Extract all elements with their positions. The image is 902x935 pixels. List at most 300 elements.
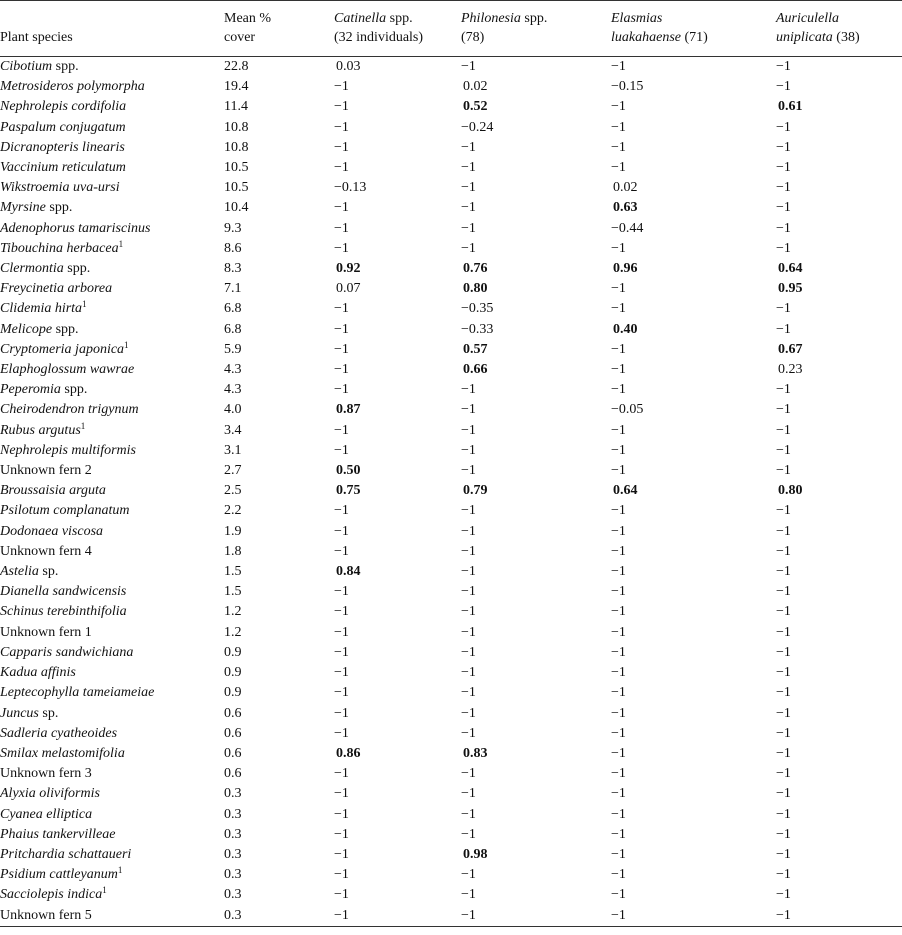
value-cell: −1 (461, 382, 476, 398)
value-cell: 0.03 (336, 59, 361, 74)
value-cell: −1 (776, 745, 791, 761)
table-row (0, 643, 902, 663)
mean-cover-cell: 0.9 (224, 665, 242, 681)
mean-cover-cell: 4.3 (224, 362, 242, 378)
value-cell: 0.57 (463, 341, 488, 357)
value-cell: −1 (334, 826, 349, 842)
value-cell: −1 (461, 644, 476, 660)
value-cell: −1 (334, 119, 349, 135)
value-cell: −1 (611, 382, 626, 398)
table-row (0, 906, 902, 927)
species-cell (0, 602, 224, 622)
mean-cover-cell: 1.5 (224, 564, 242, 580)
species-name: Cyanea elliptica (0, 806, 93, 822)
species-cell (0, 724, 224, 744)
species-name: Capparis sandwichiana (0, 644, 134, 660)
value-cell: −1 (611, 341, 626, 357)
table-header (0, 1, 902, 57)
table-row (0, 118, 902, 138)
value-cell: 0.66 (463, 362, 488, 378)
species-name: Dianella sandwicensis (0, 584, 127, 600)
species-cell (0, 704, 224, 724)
value-cell: −0.44 (611, 220, 644, 236)
mean-cover-cell: 0.3 (224, 786, 242, 802)
value-cell: −1 (776, 422, 791, 438)
species-name: Nephrolepis multiformis (0, 442, 136, 458)
mean-cover-cell: 4.0 (224, 402, 242, 418)
value-cell: −1 (776, 240, 791, 256)
species-cell (0, 542, 224, 562)
species-name: Elaphoglossum wawrae (0, 362, 135, 378)
table-row (0, 320, 902, 340)
species-name: Adenophorus tamariscinus (0, 220, 151, 236)
header-taxon-suffix: spp. (386, 11, 413, 26)
table-row (0, 825, 902, 845)
value-cell: −1 (334, 99, 349, 115)
species-name: Rubus argutus (0, 422, 81, 438)
value-cell: −1 (776, 442, 791, 458)
header-taxon-suffix: spp. (520, 11, 548, 26)
table-row (0, 219, 902, 239)
table-row (0, 158, 902, 178)
table-row (0, 501, 902, 521)
species-name: Peperomia (0, 382, 61, 398)
species-cell (0, 57, 224, 78)
value-cell: −1 (611, 463, 626, 479)
value-cell: −0.35 (461, 301, 494, 317)
value-cell: 0.84 (336, 564, 361, 580)
value-cell: −1 (461, 180, 476, 196)
mean-cover-cell: 6.8 (224, 321, 242, 337)
species-name: Clidemia hirta (0, 301, 83, 317)
species-name: Psidium cattleyanum (0, 867, 118, 883)
value-cell: −1 (334, 907, 349, 923)
value-cell: −1 (776, 139, 791, 155)
value-cell: −1 (611, 584, 626, 600)
value-cell: −1 (776, 382, 791, 398)
value-cell: −1 (611, 240, 626, 256)
value-cell: −1 (334, 422, 349, 438)
value-cell: −1 (461, 200, 476, 216)
value-cell: −1 (334, 240, 349, 256)
value-cell: −1 (334, 725, 349, 741)
species-cell (0, 400, 224, 420)
footnote-marker: 1 (124, 339, 129, 350)
species-name: Sacciolepis indica (0, 887, 103, 903)
value-cell: −1 (611, 301, 626, 317)
table-row (0, 764, 902, 784)
mean-cover-cell: 0.3 (224, 867, 242, 883)
value-cell: 0.63 (613, 200, 638, 216)
value-cell: −1 (461, 564, 476, 580)
mean-cover-cell: 5.9 (224, 341, 242, 357)
species-name: Wikstroemia uva-ursi (0, 180, 120, 196)
value-cell: −1 (461, 220, 476, 236)
value-cell: −1 (776, 59, 791, 74)
table-row (0, 704, 902, 724)
species-cell (0, 744, 224, 764)
value-cell: 0.23 (778, 362, 803, 378)
species-cell (0, 805, 224, 825)
species-name: Juncus (0, 705, 39, 721)
species-cell (0, 178, 224, 198)
species-cell (0, 239, 224, 259)
value-cell: 0.96 (613, 261, 638, 277)
table-row (0, 259, 902, 279)
header-label: Plant species (0, 30, 73, 45)
species-name: Alyxia oliviformis (0, 786, 100, 802)
species-cell (0, 77, 224, 97)
value-cell: 0.40 (613, 321, 638, 337)
species-suffix: spp. (60, 382, 88, 398)
mean-cover-cell: 1.2 (224, 604, 242, 620)
value-cell: −1 (461, 139, 476, 155)
value-cell: −1 (334, 160, 349, 176)
table-row (0, 279, 902, 299)
value-cell: −1 (776, 604, 791, 620)
value-cell: −1 (776, 644, 791, 660)
value-cell: −1 (611, 846, 626, 862)
value-cell: −1 (776, 624, 791, 640)
species-cell (0, 421, 224, 441)
value-cell: −1 (611, 503, 626, 519)
value-cell: −1 (776, 543, 791, 559)
table-row (0, 885, 902, 905)
value-cell: −1 (776, 301, 791, 317)
value-cell: −1 (334, 766, 349, 782)
mean-cover-cell: 22.8 (224, 59, 249, 74)
mean-cover-cell: 2.2 (224, 503, 242, 519)
value-cell: −1 (334, 503, 349, 519)
species-name: Psilotum complanatum (0, 503, 130, 519)
value-cell: −1 (776, 463, 791, 479)
value-cell: −1 (334, 887, 349, 903)
header-sample-size: (38) (832, 30, 860, 45)
header-catinella (334, 1, 461, 57)
value-cell: 0.52 (463, 99, 488, 115)
species-cell (0, 865, 224, 885)
mean-cover-cell: 3.4 (224, 422, 242, 438)
value-cell: 0.02 (613, 180, 638, 196)
value-cell: 0.80 (463, 281, 488, 297)
value-cell: −0.13 (334, 180, 367, 196)
species-suffix: Unknown fern 3 (0, 766, 92, 782)
species-cell (0, 299, 224, 319)
value-cell: −1 (334, 200, 349, 216)
species-cell (0, 562, 224, 582)
value-cell: −1 (461, 503, 476, 519)
value-cell: −1 (611, 725, 626, 741)
header-auriculella (776, 1, 902, 57)
value-cell: −1 (461, 887, 476, 903)
mean-cover-cell: 0.3 (224, 826, 242, 842)
table-row (0, 562, 902, 582)
value-cell: 0.92 (336, 261, 361, 277)
header-mean-cover (224, 1, 334, 57)
value-cell: −1 (334, 442, 349, 458)
species-cell (0, 97, 224, 117)
mean-cover-cell: 8.3 (224, 261, 242, 277)
value-cell: −1 (334, 705, 349, 721)
species-suffix: spp. (52, 59, 79, 74)
value-cell: −0.33 (461, 321, 494, 337)
species-name: Vaccinium reticulatum (0, 160, 126, 176)
species-suffix: spp. (45, 200, 73, 216)
table-row (0, 178, 902, 198)
value-cell: −1 (334, 220, 349, 236)
value-cell: 0.86 (336, 745, 361, 761)
value-cell: −1 (461, 725, 476, 741)
species-cell (0, 198, 224, 218)
table-row (0, 299, 902, 319)
value-cell: −1 (461, 240, 476, 256)
value-cell: 0.75 (336, 483, 361, 499)
mean-cover-cell: 10.4 (224, 200, 249, 216)
value-cell: −1 (461, 442, 476, 458)
species-name: Astelia (0, 564, 39, 580)
value-cell: −1 (776, 523, 791, 539)
footnote-marker: 1 (82, 299, 87, 310)
value-cell: 0.07 (336, 281, 361, 297)
table-row (0, 663, 902, 683)
value-cell: −1 (461, 806, 476, 822)
table-row (0, 724, 902, 744)
value-cell: −1 (611, 604, 626, 620)
mean-cover-cell: 10.5 (224, 160, 249, 176)
species-name: Pritchardia schattaueri (0, 846, 132, 862)
value-cell: −1 (334, 139, 349, 155)
species-cell (0, 784, 224, 804)
value-cell: −1 (611, 685, 626, 701)
value-cell: −1 (334, 867, 349, 883)
species-name: Phaius tankervilleae (0, 826, 116, 842)
mean-cover-cell: 1.8 (224, 543, 242, 559)
mean-cover-cell: 7.1 (224, 281, 242, 297)
header-taxon-epithet: uniplicata (776, 30, 833, 45)
value-cell: −1 (334, 543, 349, 559)
value-cell: −1 (776, 564, 791, 580)
value-cell: −1 (611, 99, 626, 115)
value-cell: −1 (611, 786, 626, 802)
value-cell: −1 (776, 584, 791, 600)
header-label-line2: cover (224, 30, 256, 45)
value-cell: 0.50 (336, 463, 361, 479)
species-cell (0, 885, 224, 905)
mean-cover-cell: 1.2 (224, 624, 242, 640)
species-cell (0, 501, 224, 521)
mean-cover-cell: 2.7 (224, 463, 242, 479)
value-cell: −1 (776, 321, 791, 337)
value-cell: 0.64 (778, 261, 803, 277)
species-name: Cibotium (0, 59, 53, 74)
mean-cover-cell: 2.5 (224, 483, 242, 499)
footnote-marker: 1 (80, 420, 86, 431)
species-cell (0, 158, 224, 178)
species-suffix: Unknown fern 1 (0, 624, 92, 640)
species-name: Dodonaea viscosa (0, 523, 104, 539)
table-row (0, 360, 902, 380)
species-cell (0, 906, 224, 927)
species-name: Myrsine (0, 200, 46, 216)
value-cell: −1 (776, 180, 791, 196)
value-cell: −1 (776, 119, 791, 135)
value-cell: −1 (776, 826, 791, 842)
header-label-line1: Mean % (224, 11, 272, 26)
table-row (0, 481, 902, 501)
value-cell: −1 (611, 826, 626, 842)
mean-cover-cell: 0.3 (224, 846, 242, 862)
mean-cover-cell: 1.9 (224, 523, 242, 539)
species-cell (0, 845, 224, 865)
value-cell: −1 (776, 705, 791, 721)
species-name: Nephrolepis cordifolia (0, 99, 127, 115)
mean-cover-cell: 1.5 (224, 584, 242, 600)
table-row (0, 198, 902, 218)
value-cell: −1 (334, 79, 349, 95)
species-cell (0, 643, 224, 663)
species-cell (0, 138, 224, 158)
value-cell: −1 (334, 685, 349, 701)
mean-cover-cell: 8.6 (224, 240, 242, 256)
header-taxon-name: Catinella (334, 11, 387, 26)
value-cell: −1 (611, 543, 626, 559)
table-row (0, 784, 902, 804)
table-row (0, 239, 902, 259)
value-cell: −1 (611, 442, 626, 458)
value-cell: −1 (611, 119, 626, 135)
footnote-marker: 1 (118, 238, 124, 249)
mean-cover-cell: 0.6 (224, 705, 242, 721)
species-name: Dicranopteris linearis (0, 139, 125, 155)
table-row (0, 542, 902, 562)
value-cell: −1 (776, 160, 791, 176)
species-suffix: spp. (63, 261, 91, 277)
mean-cover-cell: 10.5 (224, 180, 249, 196)
mean-cover-cell: 0.6 (224, 725, 242, 741)
table-row (0, 138, 902, 158)
species-name: Kadua affinis (0, 665, 76, 681)
table-row (0, 400, 902, 420)
species-cell (0, 683, 224, 703)
value-cell: −1 (461, 463, 476, 479)
species-name: Metrosideros polymorpha (0, 79, 145, 95)
table-row (0, 805, 902, 825)
mean-cover-cell: 3.1 (224, 442, 242, 458)
mean-cover-cell: 0.9 (224, 644, 242, 660)
species-suffix: Unknown fern 2 (0, 463, 92, 479)
value-cell: −1 (334, 301, 349, 317)
species-suffix: sp. (38, 705, 59, 721)
species-name: Melicope (0, 321, 53, 337)
value-cell: −1 (776, 503, 791, 519)
value-cell: 0.61 (778, 99, 803, 115)
value-cell: 0.95 (778, 281, 803, 297)
value-cell: −1 (776, 846, 791, 862)
value-cell: −1 (461, 786, 476, 802)
species-name: Freycinetia arborea (0, 281, 113, 297)
value-cell: −1 (461, 523, 476, 539)
header-sample-size: (32 individuals) (334, 30, 424, 45)
value-cell: −1 (776, 806, 791, 822)
species-cell (0, 259, 224, 279)
value-cell: −1 (776, 766, 791, 782)
value-cell: −1 (461, 826, 476, 842)
value-cell: −1 (461, 907, 476, 923)
mean-cover-cell: 10.8 (224, 139, 249, 155)
species-suffix: spp. (52, 321, 79, 337)
value-cell: −1 (611, 139, 626, 155)
table-row (0, 441, 902, 461)
value-cell: 0.79 (463, 483, 488, 499)
table-row (0, 380, 902, 400)
header-sample-size: (78) (461, 30, 485, 45)
header-plant-species (0, 1, 224, 57)
species-cell (0, 481, 224, 501)
value-cell: −1 (776, 685, 791, 701)
table-row (0, 845, 902, 865)
species-suffix: Unknown fern 4 (0, 543, 92, 559)
species-cell (0, 380, 224, 400)
value-cell: −1 (334, 846, 349, 862)
value-cell: −1 (334, 362, 349, 378)
species-cell (0, 360, 224, 380)
species-cell (0, 461, 224, 481)
value-cell: 0.64 (613, 483, 638, 499)
table-row (0, 623, 902, 643)
mean-cover-cell: 6.8 (224, 301, 242, 317)
value-cell: −1 (611, 422, 626, 438)
value-cell: −1 (611, 624, 626, 640)
species-cell (0, 441, 224, 461)
species-cell (0, 582, 224, 602)
value-cell: −1 (611, 806, 626, 822)
mean-cover-cell: 19.4 (224, 79, 249, 95)
value-cell: −0.15 (611, 79, 644, 95)
value-cell: 0.83 (463, 745, 488, 761)
species-name: Leptecophylla tameiameiae (0, 685, 155, 701)
value-cell: −1 (776, 725, 791, 741)
mean-cover-cell: 9.3 (224, 220, 242, 236)
table-row (0, 683, 902, 703)
header-elasmias (611, 1, 776, 57)
value-cell: −0.24 (461, 119, 494, 135)
value-cell: 0.02 (463, 79, 488, 95)
table-row (0, 522, 902, 542)
value-cell: −1 (611, 564, 626, 580)
value-cell: −1 (334, 624, 349, 640)
value-cell: −1 (776, 907, 791, 923)
species-name: Paspalum conjugatum (0, 119, 126, 135)
value-cell: −1 (611, 867, 626, 883)
species-name: Smilax melastomifolia (0, 745, 125, 761)
species-cell (0, 320, 224, 340)
header-taxon-name: Philonesia (461, 11, 521, 26)
value-cell: −1 (611, 745, 626, 761)
value-cell: −1 (334, 321, 349, 337)
value-cell: −1 (461, 685, 476, 701)
value-cell: −0.05 (611, 402, 644, 418)
species-name: Cryptomeria japonica (0, 341, 125, 357)
value-cell: −1 (611, 665, 626, 681)
value-cell: −1 (611, 523, 626, 539)
species-cell (0, 219, 224, 239)
value-cell: −1 (611, 907, 626, 923)
value-cell: 0.76 (463, 261, 488, 277)
species-cell (0, 663, 224, 683)
species-name: Tibouchina herbacea (0, 240, 119, 256)
value-cell: −1 (461, 584, 476, 600)
value-cell: −1 (776, 200, 791, 216)
